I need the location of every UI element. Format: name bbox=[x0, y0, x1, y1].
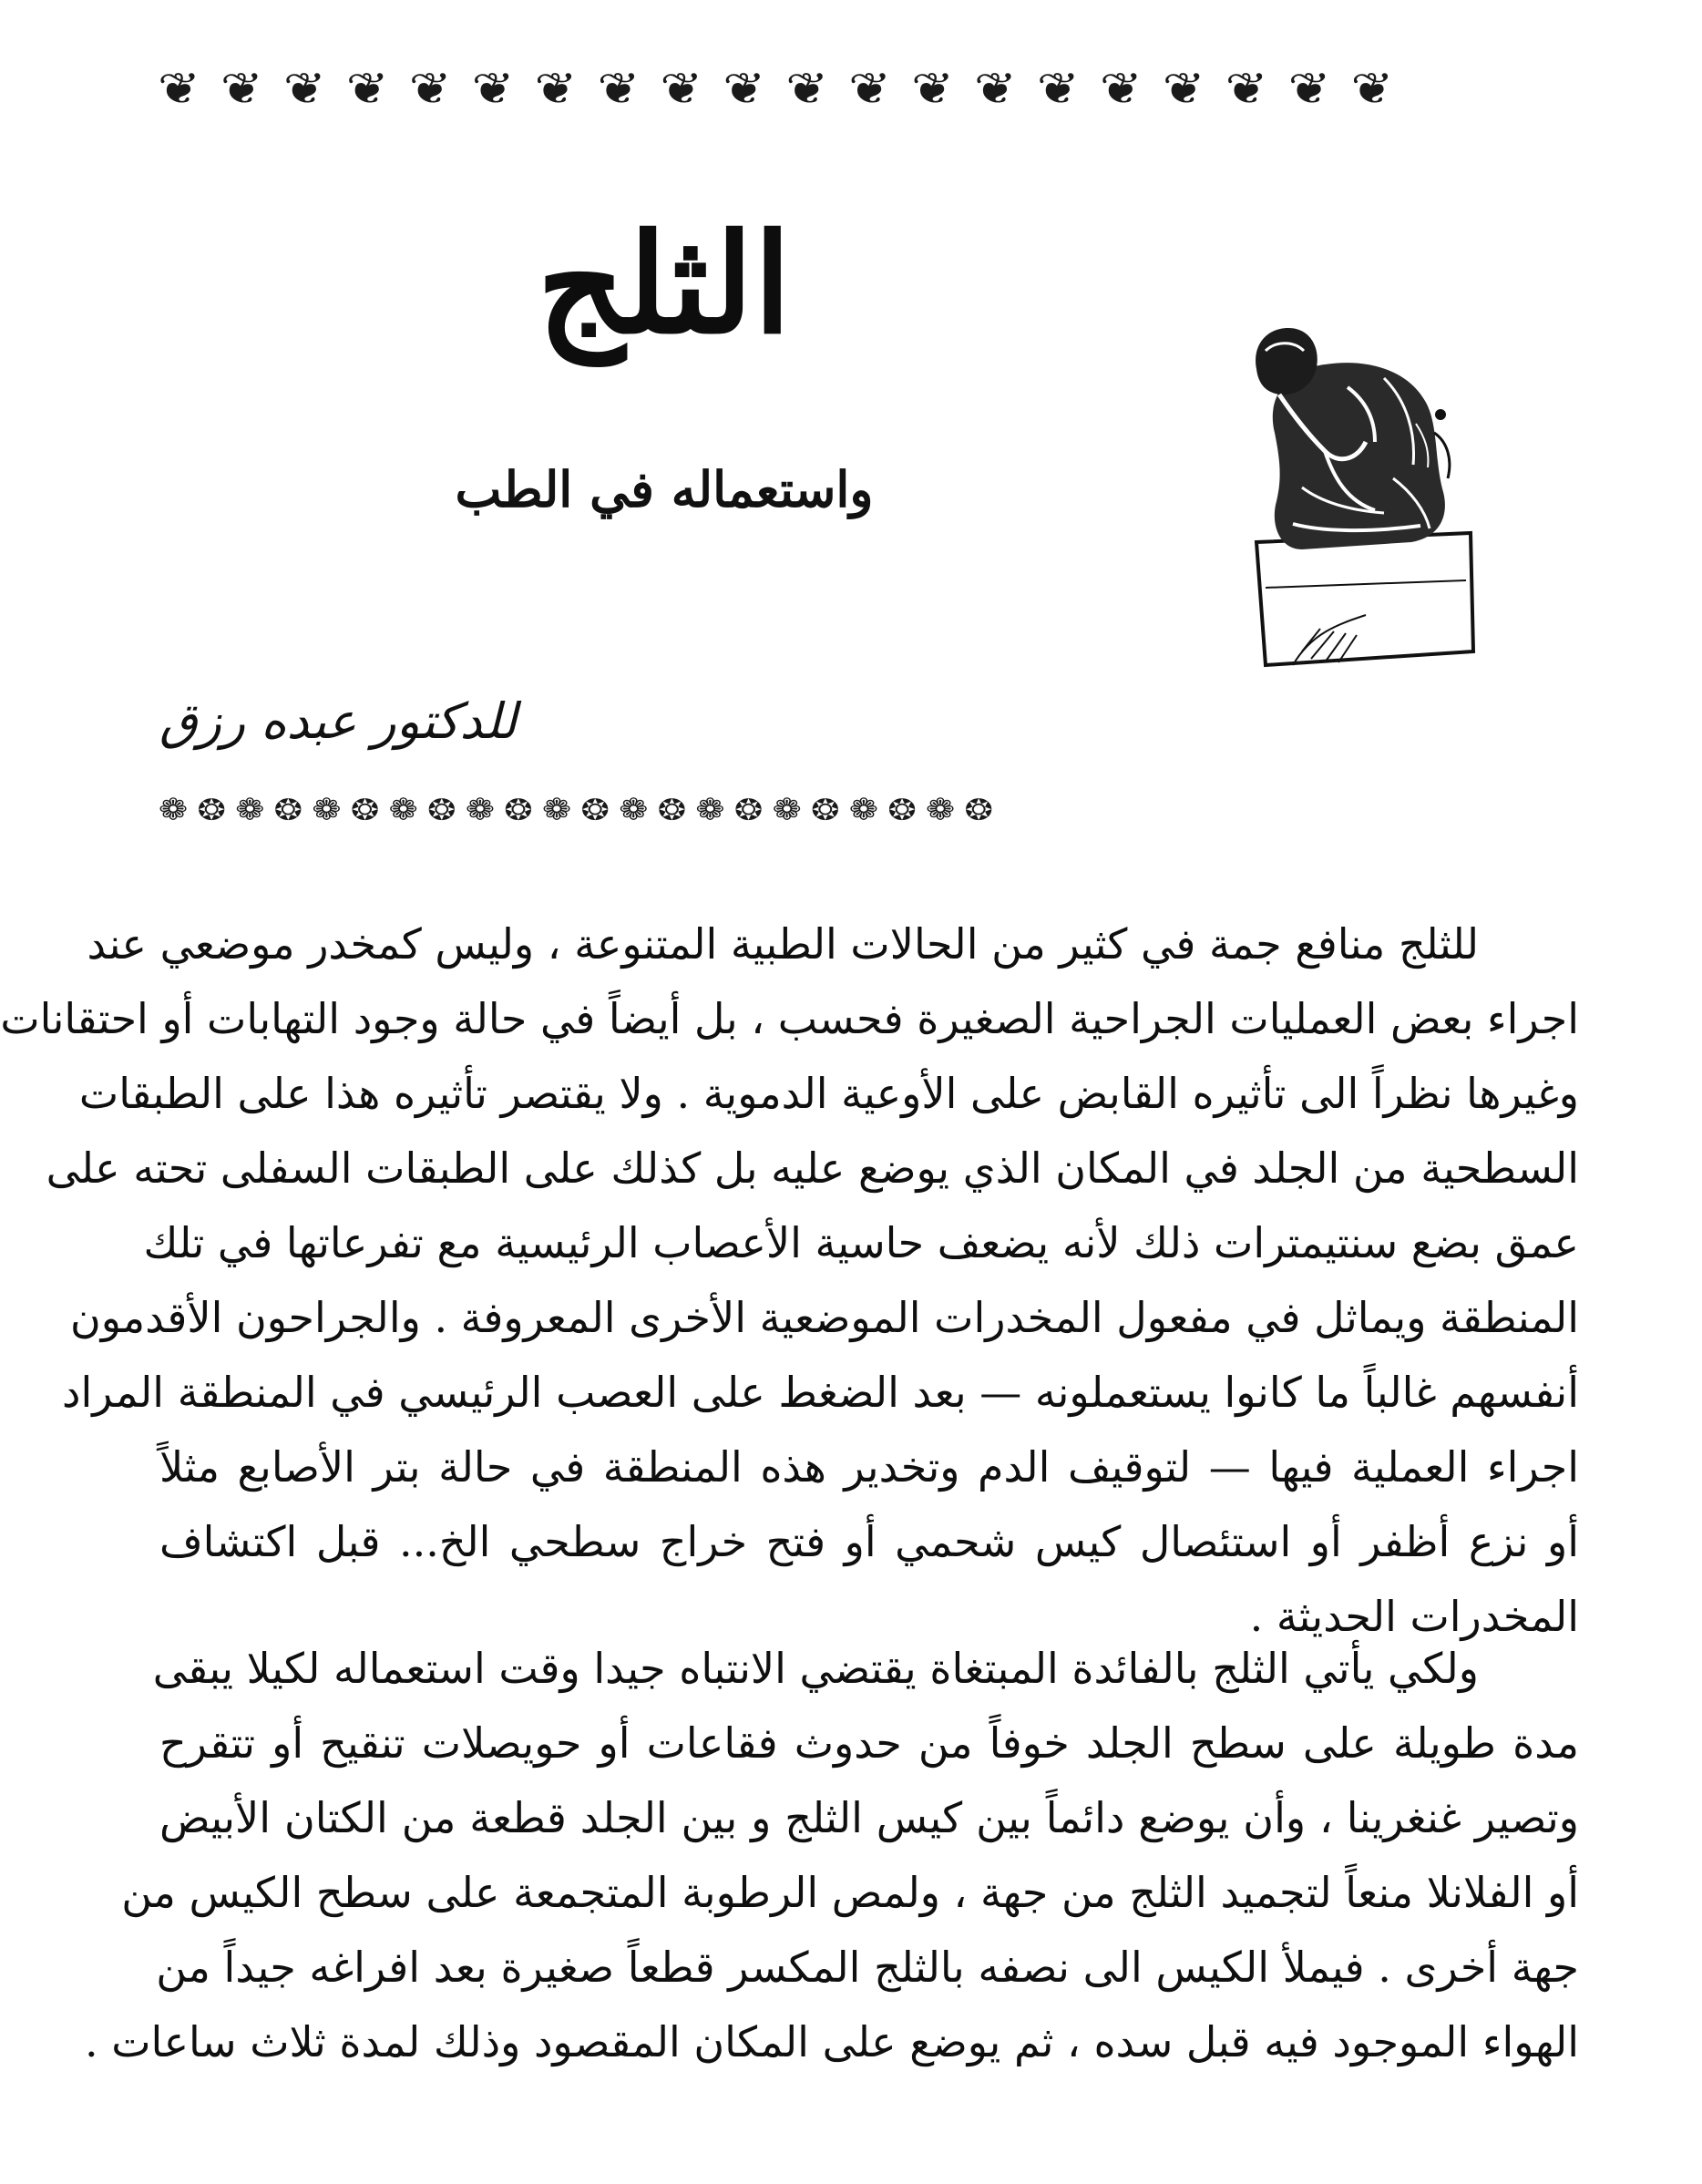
paragraph-line: اجراء العملية فيها — لتوقيف الدم وتخدير هذه المنطقة في حالة بتر الأصابع مثلاً bbox=[159, 1442, 1579, 1492]
body-paragraph-1 bbox=[0, 907, 1579, 1654]
bottom-floral-ornament-row bbox=[159, 784, 1153, 847]
paragraph-line: مدة طويلة على سطح الجلد خوفاً من حدوث فقاعات أو حويصلات تنقيح أو تتقرح bbox=[159, 1718, 1579, 1768]
paragraph-line: الهواء الموجود فيه قبل سده ، ثم يوضع على المكان المقصود وذلك لمدة ثلاث ساعات . bbox=[85, 2017, 1579, 2066]
paragraph-line: أو نزع أظفر أو استئصال كيس شحمي أو فتح خراج سطحي الخ... قبل اكتشاف bbox=[159, 1517, 1579, 1566]
paragraph-line: وتصير غنغرينا ، وأن يوضع دائماً بين كيس الثلج و بين الجلد قطعة من الكتان الأبيض bbox=[159, 1793, 1579, 1842]
thinker-statue-illustration bbox=[1238, 314, 1480, 674]
paragraph-line: اجراء بعض العمليات الجراحية الصغيرة فحسب ، بل أيضاً في حالة وجود التهابات أو احتقانات bbox=[0, 994, 1579, 1043]
article-title: الثلج bbox=[537, 204, 792, 364]
paragraph-line: السطحية من الجلد في المكان الذي يوضع عليه بل كذلك على الطبقات السفلى تحته على bbox=[46, 1143, 1579, 1193]
paragraph-line: عمق بضع سنتيمترات ذلك لأنه يضعف حاسية الأعصاب الرئيسية مع تفرعاتها في تلك bbox=[143, 1218, 1579, 1267]
paragraph-line: ولكي يأتي الثلج بالفائدة المبتغاة يقتضي الانتباه جيدا وقت استعماله لكيلا يبقى bbox=[152, 1644, 1479, 1693]
paragraph-line: أنفسهم غالباً ما كانوا يستعملونه — بعد الضغط على العصب الرئيسي في المنطقة المراد bbox=[62, 1368, 1579, 1417]
thinker-statue-icon bbox=[1238, 314, 1480, 674]
article-author: للدكتور عبده رزق bbox=[159, 692, 518, 750]
body-paragraph-2 bbox=[85, 1631, 1579, 2079]
paragraph-line: أو الفلانلا منعاً لتجميد الثلج من جهة ، ولمص الرطوبة المتجمعة على سطح الكيس من bbox=[121, 1868, 1579, 1917]
paragraph-line: للثلج منافع جمة في كثير من الحالات الطبية المتنوعة ، وليس كمخدر موضعي عند bbox=[87, 919, 1479, 969]
leaf-ornament-icon: ❦❦❦❦❦❦❦❦❦❦❦❦❦❦❦❦❦❦❦❦ bbox=[158, 63, 1414, 115]
article-subtitle: واستعماله في الطب bbox=[455, 460, 874, 518]
paragraph-line: وغيرها نظراً الى تأثيره القابض على الأوعية الدموية . ولا يقتصر تأثيره هذا على الطبقات bbox=[78, 1069, 1579, 1118]
paragraph-line: المنطقة ويماثل في مفعول المخدرات الموضعية الأخرى المعروفة . والجراحون الأقدمون bbox=[70, 1293, 1579, 1342]
top-leaf-ornament-row bbox=[158, 63, 1414, 128]
floral-ornament-icon: ❁❂❁❂❁❂❁❂❁❂❁❂❁❂❁❂❁❂❁❂❁❂ bbox=[159, 784, 1004, 829]
paragraph-line: المخدرات الحديثة . bbox=[1249, 1592, 1579, 1641]
paragraph-line: جهة أخرى . فيملأ الكيس الى نصفه بالثلج المكسر قطعاً صغيرة بعد افراغه جيداً من bbox=[156, 1943, 1579, 1992]
